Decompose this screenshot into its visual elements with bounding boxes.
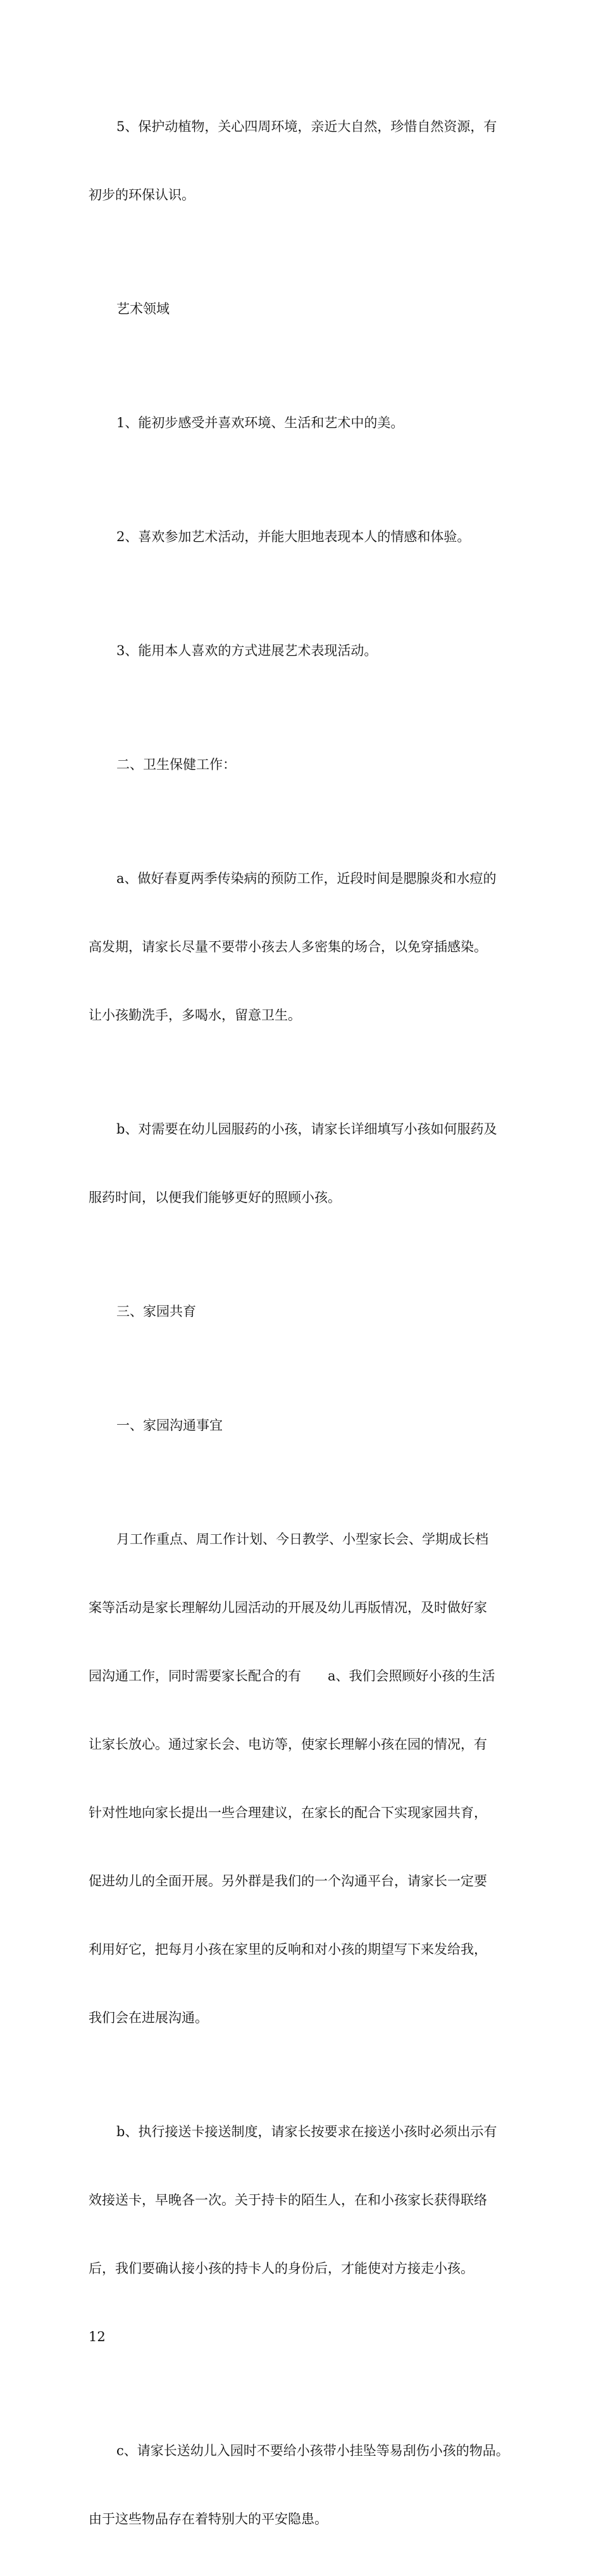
text-line: 3、能用本人喜欢的方式进展艺术表现活动。 <box>116 643 378 658</box>
paragraph-health-item-b <box>89 1072 531 1254</box>
text-line: 让小孩勤洗手，多喝水，留意卫生。 <box>89 1008 301 1023</box>
text-line: b、对需要在幼儿园服药的小孩，请家长详细填写小孩如何服药及 <box>116 1122 497 1137</box>
text-line: 针对性地向家长提出一些合理建议，在家长的配合下实现家园共育， <box>89 1805 487 1820</box>
text-line: c、请家长送幼儿入园时不要给小孩带小挂坠等易刮伤小孩的物品。 <box>116 2443 509 2458</box>
heading-line: 一、家园沟通事宜 <box>116 1418 223 1433</box>
paragraph-safety-items <box>89 2394 531 2576</box>
page-number: 12 <box>89 2329 106 2344</box>
text-line: 由于这些物品存在着特别大的平安隐患。 <box>89 2511 328 2527</box>
text-line: 高发期，请家长尽量不要带小孩去人多密集的场合，以免穿插感染。 <box>89 939 487 954</box>
text-line: 园沟通工作，同时需要家长配合的有 a、我们会照顾好小孩的生活 <box>89 1668 495 1684</box>
paragraph-communication <box>89 1482 531 2075</box>
text-line: 效接送卡，早晚各一次。关于持卡的陌生人，在和小孩家长获得联络 <box>89 2192 487 2208</box>
text-line: 我们会在进展沟通。 <box>89 2010 208 2025</box>
paragraph-art-item-1 <box>89 366 531 480</box>
paragraph-nature-item-5 <box>89 70 531 252</box>
section-heading-home-school <box>89 1254 531 1368</box>
text-line: 2、喜欢参加艺术活动，并能大胆地表现本人的情感和体验。 <box>116 529 471 544</box>
section-heading-art-domain <box>89 252 531 366</box>
text-line: 月工作重点、周工作计划、今日教学、小型家长会、学期成长档 <box>116 1532 488 1547</box>
section-heading-health-care <box>89 708 531 822</box>
text-line: 让家长放心。通过家长会、电访等，使家长理解小孩在园的情况，有 <box>89 1737 487 1752</box>
paragraph-health-item-a <box>89 822 531 1072</box>
text-line: b、执行接送卡接送制度，请家长按要求在接送小孩时必须出示有 <box>116 2124 497 2139</box>
text-line: 初步的环保认识。 <box>89 187 195 203</box>
paragraph-art-item-2 <box>89 480 531 594</box>
text-line: 1、能初步感受并喜欢环境、生活和艺术中的美。 <box>116 415 404 430</box>
paragraph-pickup-card <box>89 2075 531 2394</box>
heading-line: 三、家园共育 <box>116 1304 196 1319</box>
text-line: 后，我们要确认接小孩的持卡人的身份后，才能使对方接走小孩。 <box>89 2261 474 2276</box>
heading-line: 二、卫生保健工作： <box>116 757 236 772</box>
text-line: 5、保护动植物，关心四周环境，亲近大自然，珍惜自然资源，有 <box>116 119 497 134</box>
text-line: a、做好春夏两季传染病的预防工作，近段时间是腮腺炎和水痘的 <box>116 871 497 886</box>
paragraph-art-item-3 <box>89 594 531 708</box>
text-line: 服药时间，以便我们能够更好的照顾小孩。 <box>89 1190 341 1205</box>
subsection-heading-communication <box>89 1368 531 1482</box>
text-line: 利用好它，把每月小孩在家里的反响和对小孩的期望写下来发给我， <box>89 1942 487 1957</box>
heading-line: 艺术领域 <box>116 301 170 316</box>
text-line: 案等活动是家长理解幼儿园活动的开展及幼儿再版情况，及时做好家 <box>89 1600 487 1615</box>
document-body <box>89 70 531 2576</box>
text-line: 促进幼儿的全面开展。另外群是我们的一个沟通平台，请家长一定要 <box>89 1873 487 1889</box>
